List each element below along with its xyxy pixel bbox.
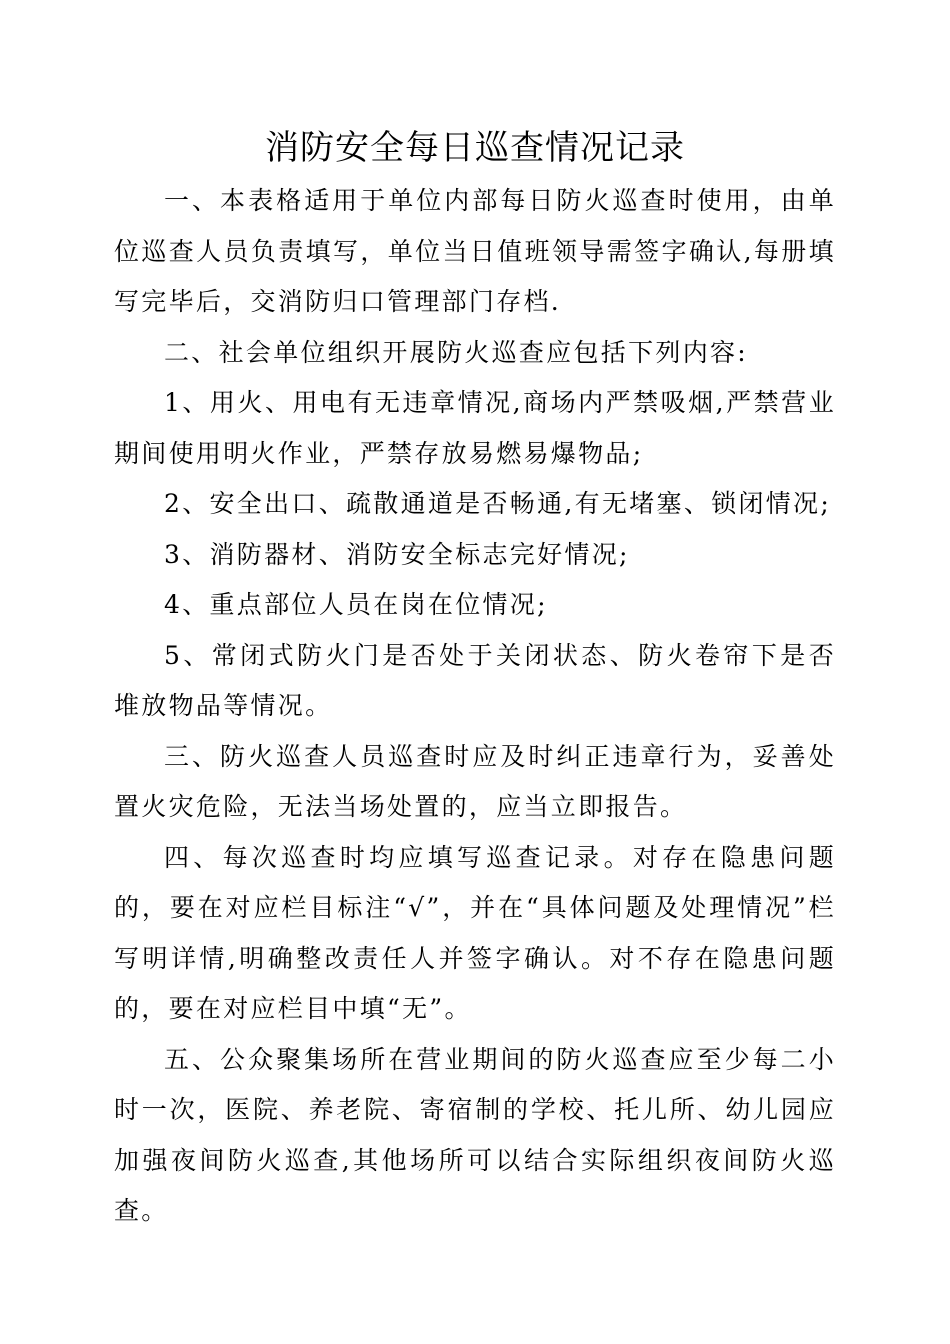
document-body (114, 176, 836, 1237)
paragraph-item-5: 5、常闭式防火门是否处于关闭状态、防火卷帘下是否堆放物品等情况。 (114, 640, 836, 720)
paragraph-item-1: 1、用火、用电有无违章情况,商场内严禁吸烟,严禁营业期间使用明火作业，严禁存放易燃易爆物品; (114, 388, 836, 468)
paragraph-item-2: 2、安全出口、疏散通道是否畅通,有无堵塞、锁闭情况; (164, 489, 832, 518)
paragraph-section-3: 三、防火巡查人员巡查时应及时纠正违章行为，妥善处置火灾危险，无法当场处置的，应当立即报告。 (114, 741, 836, 821)
paragraph-section-5: 五、公众聚集场所在营业期间的防火巡查应至少每二小时一次，医院、养老院、寄宿制的学校、托儿所、幼儿园应加强夜间防火巡查,其他场所可以结合实际组织夜间防火巡查。 (114, 1044, 836, 1225)
paragraph-item-4: 4、重点部位人员在岗在位情况; (164, 590, 548, 619)
paragraph-item-3: 3、消防器材、消防安全标志完好情况; (164, 539, 630, 569)
paragraph-section-4: 四、每次巡查时均应填写巡查记录。对存在隐患问题的，要在对应栏目标注“√”，并在“具体问题及处理情况”栏写明详情,明确整改责任人并签字确认。对不存在隐患问题的，要在对应栏目中填“无”。 (114, 842, 836, 1023)
paragraph-section-2: 二、社会单位组织开展防火巡查应包括下列内容: (164, 337, 749, 367)
document-title: 消防安全每日巡查情况记录 (265, 128, 685, 168)
paragraph-intro: 一、本表格适用于单位内部每日防火巡查时使用，由单位巡查人员负责填写，单位当日值班领导需签字确认,每册填写完毕后，交消防归口管理部门存档. (114, 186, 836, 316)
